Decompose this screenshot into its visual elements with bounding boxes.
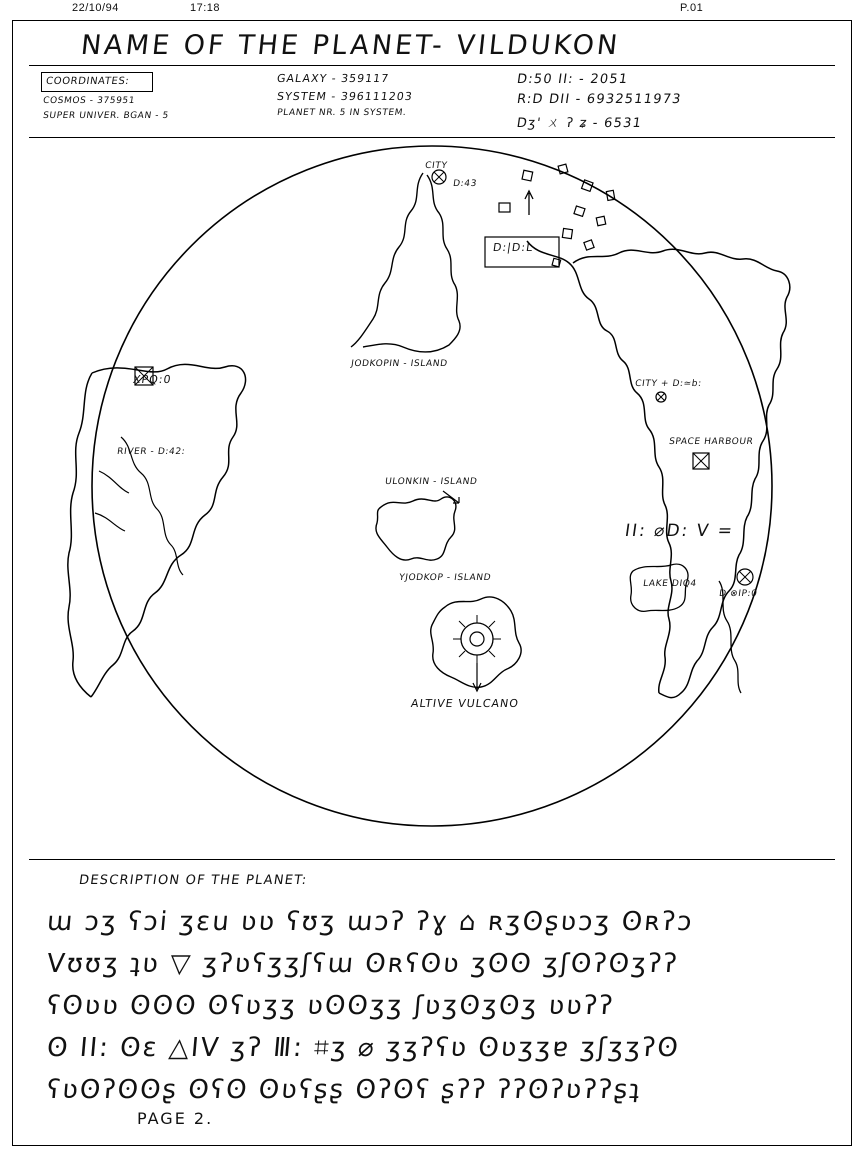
fax-header [0, 2, 864, 18]
coordinate-super-universe: SUPER UNIVER. BGAN - 5 [42, 111, 170, 121]
description-alien-line-4: ʘ II: ʘɛ △IV ʒʔ Ⅲ: ⌗ʒ ⌀ ʒʒʔʕʋ ʘʋʒʒɐ ʒʃʒʒʔʘ [45, 1033, 682, 1063]
map-label-city-north-code: D:43 [452, 179, 478, 189]
map-label-city-north: CITY [424, 161, 449, 171]
river-branches [95, 471, 129, 531]
coordinate-alien-1: D:50 II: - 2051 [515, 72, 630, 87]
map-label-west-symbol: XPQ:0 [132, 373, 173, 386]
description-block [29, 859, 835, 1143]
map-label-legend-code: D:|D:L [492, 241, 535, 254]
coordinates-divider [29, 137, 835, 138]
coordinate-galaxy: GALAXY - 359117 [276, 72, 391, 85]
planet-map [29, 141, 835, 851]
map-label-east-symbol: D ⊗IP:0 [718, 589, 759, 599]
description-alien-line-3: ʕʘʋʋ ʘʘʘ ʘʕʋʒʒ ʋʘʘʒʒ ʃʋʒʘʒʘʒ ʋʋʔʔ [45, 991, 616, 1021]
description-alien-line-5: ʕʋʘʔʘʘʂ ʘʕʘ ʘʋʕʂʂ ʘʔʘʕ ʂʔʔ ʔʔʘʔʋʔʔʂʇ [45, 1075, 643, 1105]
coordinates-block [29, 66, 835, 138]
planet-map-drawing [29, 141, 835, 851]
coordinate-cosmos: COSMOS - 375951 [42, 96, 136, 106]
description-alien-line-2: Vʊʊʒ ʇʋ ▽ ʒʔʋʕʒʒʃʕɯ ʘʀʕʘʋ ʒʘʘ ʒʃʘʔʘʒʔʔ [45, 949, 680, 979]
river-line [121, 437, 183, 575]
north-peninsula-left [351, 173, 423, 347]
document-page [12, 20, 852, 1146]
continent-east-outer [573, 249, 790, 697]
coordinates-label: COORDINATES: [45, 76, 130, 87]
map-label-river: RIVER - D:42: [116, 447, 186, 457]
volcano-rays [453, 615, 501, 663]
map-label-alien-east: II: ⌀D: V = [623, 521, 736, 541]
page-label: PAGE 2. [137, 1109, 214, 1128]
map-label-jodkopin-island: JODKOPIN - ISLAND [350, 359, 449, 369]
map-label-lake: LAKE DIQ4 [642, 579, 698, 589]
title-row [13, 21, 851, 65]
volcano-crater-outer [461, 623, 493, 655]
coordinates-column-a [43, 96, 169, 126]
coordinates-column-b [277, 72, 413, 123]
description-divider [29, 859, 835, 860]
fax-time: 17:18 [190, 2, 221, 14]
map-label-active-volcano: ALTIVE VULCANO [410, 697, 520, 710]
continent-west-edge [68, 373, 92, 697]
page-title: NAME OF THE PLANET- VILDUKON [79, 30, 622, 61]
volcano-crater-inner [470, 632, 484, 646]
ulonkin-island [376, 497, 456, 560]
description-title: DESCRIPTION OF THE PLANET: [77, 873, 309, 888]
coordinate-system: SYSTEM - 396111203 [276, 90, 414, 103]
map-label-ulonkin-island: ULONKIN - ISLAND [384, 477, 479, 487]
coordinate-planet-number: PLANET NR. 5 IN SYSTEM. [276, 108, 408, 118]
continent-west [91, 364, 246, 697]
north-arrow [525, 191, 533, 215]
coordinates-label-box [41, 72, 153, 92]
coordinate-alien-2: R:D DII - 6932511973 [515, 92, 683, 107]
fax-page-number: P.01 [680, 2, 704, 14]
coordinate-alien-3: Dʒ' ㄨ ʔ ʑ - 6531 [515, 116, 643, 131]
map-label-space-harbour: SPACE HARBOUR [668, 437, 755, 447]
continent-east-west-edge [527, 241, 672, 693]
map-label-city-east: CITY + D:≃b: [634, 379, 703, 389]
coordinates-column-c [517, 72, 682, 136]
north-peninsula-right [363, 175, 460, 352]
description-alien-line-1: ɯ ɔʒ ʕɔi ʒɛu ʋʋ ʕʊʒ ɯɔʔ ʔɣ ⌂ ʀʒʘʂʋɔʒ ʘʀʔɔ [45, 907, 695, 937]
yjodkop-island [431, 597, 521, 687]
map-label-yjodkop-island: YJODKOP - ISLAND [398, 573, 492, 583]
fax-date: 22/10/94 [72, 2, 119, 14]
